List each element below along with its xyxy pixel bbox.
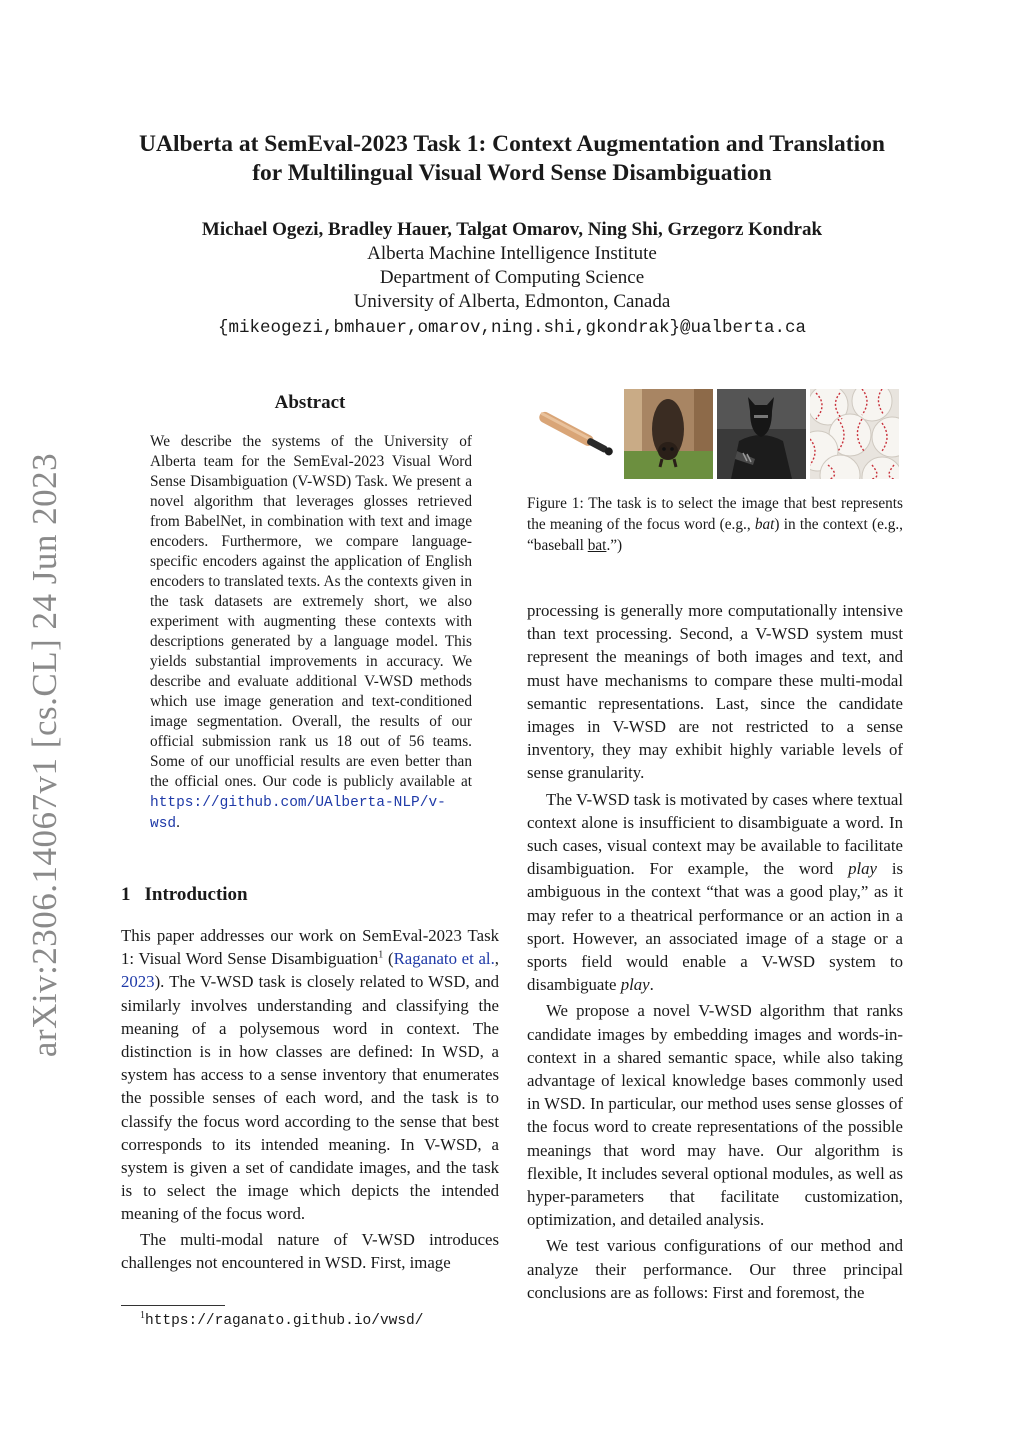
- abstract-body: [150, 432, 472, 834]
- right-p2-text-b: is ambiguous in the context “that was a good play,” as it may refer to a theatrical performance or an action in a sport. However, an associated image of a stage or a sports field would enable a V-WSD system to disambiguate: [527, 859, 904, 995]
- title-line-1: UAlberta at SemEval-2023 Task 1: Context Augmentation and Translation: [139, 131, 885, 157]
- figure-1-caption: [527, 493, 903, 556]
- right-p2-text-c: .: [649, 975, 654, 995]
- intro-left-column: [121, 924, 499, 1274]
- author-names: Michael Ogezi, Bradley Hauer, Talgat Omarov, Ning Shi, Grzegorz Kondrak: [201, 219, 823, 240]
- cite-sep: ,: [494, 949, 499, 969]
- paper-title: [100, 130, 924, 188]
- section-heading-introduction: [121, 884, 248, 906]
- bat-animal-image[interactable]: [624, 389, 713, 479]
- caption-text-c: .”): [606, 537, 623, 554]
- caption-context-word: bat: [587, 537, 607, 554]
- cite-open: (: [383, 949, 394, 969]
- abstract-heading: Abstract: [274, 392, 346, 413]
- footnote-marker[interactable]: 1: [378, 949, 384, 961]
- caption-focus-word: bat: [754, 516, 775, 533]
- caption-text-a: Figure 1: The task is to select the image that best represents the meaning of the focus word (e.g.,: [527, 495, 903, 533]
- abstract-end: .: [176, 814, 180, 831]
- right-p2-emphasis-2: play: [620, 975, 650, 995]
- right-p2-emphasis-1: play: [848, 859, 877, 879]
- citation-author: Raganato et al.: [393, 949, 495, 969]
- right-paragraph-1: processing is generally more computationally intensive than text processing. Second, a V-WSD system must represent the meanings of both images and text, and must have mechanisms to compare these multi-modal semantic representations. Last, since the candidate images in V-WSD are not restricted to a sense inventory, they may exhibit highly variable levels of sense granularity.: [527, 601, 903, 783]
- caption-text-b: ) in the context (e.g., “baseball: [527, 516, 903, 554]
- footnote: [140, 1312, 423, 1329]
- affiliation-1: Alberta Machine Intelligence Institute: [367, 243, 657, 264]
- baseball-bat-image[interactable]: [531, 389, 620, 479]
- section-number: 1: [121, 884, 131, 905]
- abstract-text: We describe the systems of the University of Alberta team for the SemEval-2023 Visual Word Sense Disambiguation (V-WSD) Task. We present a novel algorithm that leverages glosses retrieved from BabelNet, in combination with text and image encoders. Furthermore, we compare language-specific encoders against the application of English encoders to translated texts. As the contexts given in the task datasets are extremely short, we also experiment with augmenting these contexts with descriptions generated by a language model. This yields substantial improvements in accuracy. We describe and evaluate additional V-WSD methods which use image generation and text-conditioned image segmentation. Overall, the results of our official submission rank us 18 out of 56 teams. Some of our unofficial results are even better than the official ones. Our code is publicly available at: [150, 433, 472, 790]
- arxiv-identifier: [10, 452, 80, 1058]
- intro-paragraph-1: [121, 924, 499, 1226]
- footnote-divider: [121, 1305, 225, 1306]
- figure-1-images: [531, 389, 899, 479]
- author-block: [100, 218, 924, 340]
- right-paragraph-3: We propose a novel V-WSD algorithm that ranks candidate images by embedding images and words-in-context in a shared semantic space, while also taking advantage of lexical knowledge bases commonly used in WSD. In particular, our method uses sense glosses of the focus word to create representations of the possible meanings that word may have. Our algorithm is flexible, It includes several optional modules, as well as hyper-parameters that facilitate customization, optimization, and detailed analysis.: [527, 1001, 903, 1230]
- title-line-2: for Multilingual Visual Word Sense Disambiguation: [252, 160, 772, 186]
- citation-raganato[interactable]: [394, 949, 495, 968]
- affiliation-3: University of Alberta, Edmonton, Canada: [353, 291, 671, 312]
- citation-year-link[interactable]: 2023: [121, 972, 155, 992]
- right-p2-text-a: The V-WSD task is motivated by cases where textual context alone is insufficient to disambiguate a word. In such cases, visual context may be available to facilitate disambiguation. For example, the word: [527, 789, 903, 879]
- right-paragraph-4: We test various configurations of our method and analyze their performance. Our three principal conclusions are as follows: First and foremost, the: [527, 1236, 903, 1302]
- intro-right-column: [527, 599, 903, 1304]
- section-title: Introduction: [144, 884, 248, 905]
- footnote-url[interactable]: https://raganato.github.io/vwsd/: [145, 1313, 424, 1329]
- code-repository-link[interactable]: https://github.com/UAlberta-NLP/v-wsd: [150, 795, 446, 832]
- affiliation-2: Department of Computing Science: [379, 267, 645, 288]
- author-emails: {mikeogezi,bmhauer,omarov,ning.shi,gkondrak}@ualberta.ca: [217, 318, 807, 338]
- intro-p1-text-b: The V-WSD task is closely related to WSD, and similarly involves understanding and classifying the meaning of a polysemous word in context. The distinction is in how classes are defined: In WSD, a system has access to a sense inventory that enumerates the possible senses of each word, and the task is to classify the focus word according to the sense that best corresponds to its intended meaning. In V-WSD, a system is given a set of candidate images, and the task is to select the image which depicts the intended meaning of the focus word.: [121, 972, 499, 1224]
- arxiv-identifier-text: arXiv:2306.14067v1 [cs.CL] 24 Jun 2023: [25, 452, 65, 1058]
- cite-close: ).: [154, 972, 165, 992]
- baseballs-image[interactable]: [810, 389, 899, 479]
- batman-image[interactable]: [717, 389, 806, 479]
- intro-paragraph-2: The multi-modal nature of V-WSD introduces challenges not encountered in WSD. First, image: [121, 1229, 499, 1272]
- footnote-number: 1: [140, 1310, 145, 1321]
- right-paragraph-2: [527, 788, 903, 997]
- intro-p1-text-a: This paper addresses our work on SemEval-2023 Task 1: Visual Word Sense Disambiguation: [121, 926, 499, 969]
